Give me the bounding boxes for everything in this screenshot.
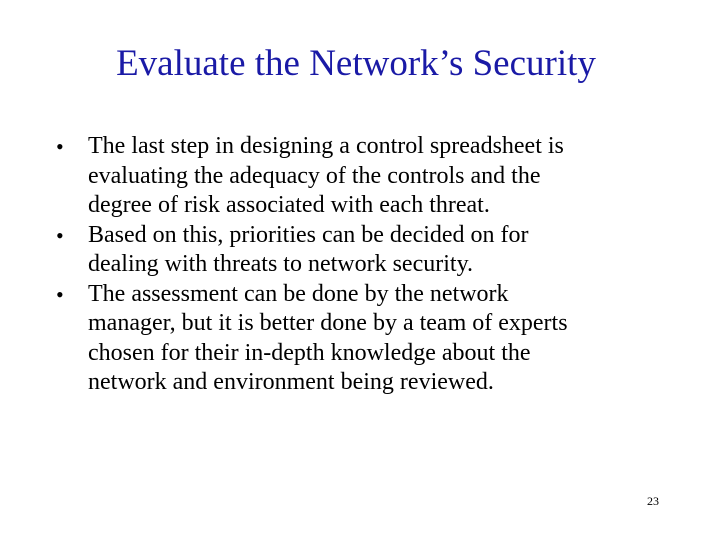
bullet-line: The last step in designing a control spreadsheet is [88, 133, 564, 159]
bullet-line: Based on this, priorities can be decided on for [88, 221, 529, 248]
bullet-line: chosen for their in-depth knowledge about the [88, 339, 531, 366]
bullet-line: evaluating the adequacy of the controls and the [88, 162, 541, 189]
bullet-item-1 [56, 132, 656, 221]
bullet-line: degree of risk associated with each threat. [88, 192, 490, 218]
bullet-dot-icon: • [56, 134, 64, 159]
bullet-line: dealing with threats to network security. [88, 251, 474, 277]
page-number: 23 [647, 494, 659, 508]
bullet-line: network and environment being reviewed. [88, 369, 494, 395]
bullet-line: The assessment can be done by the network [88, 280, 509, 307]
bullet-item-2 [56, 221, 656, 280]
bullet-line: manager, but it is better done by a team of experts [88, 310, 568, 336]
slide-title: Evaluate the Network’s Security [116, 43, 596, 84]
bullet-item-3 [56, 280, 656, 398]
bullet-list [56, 132, 656, 398]
bullet-dot-icon: • [56, 222, 64, 248]
bullet-dot-icon: • [56, 281, 64, 307]
